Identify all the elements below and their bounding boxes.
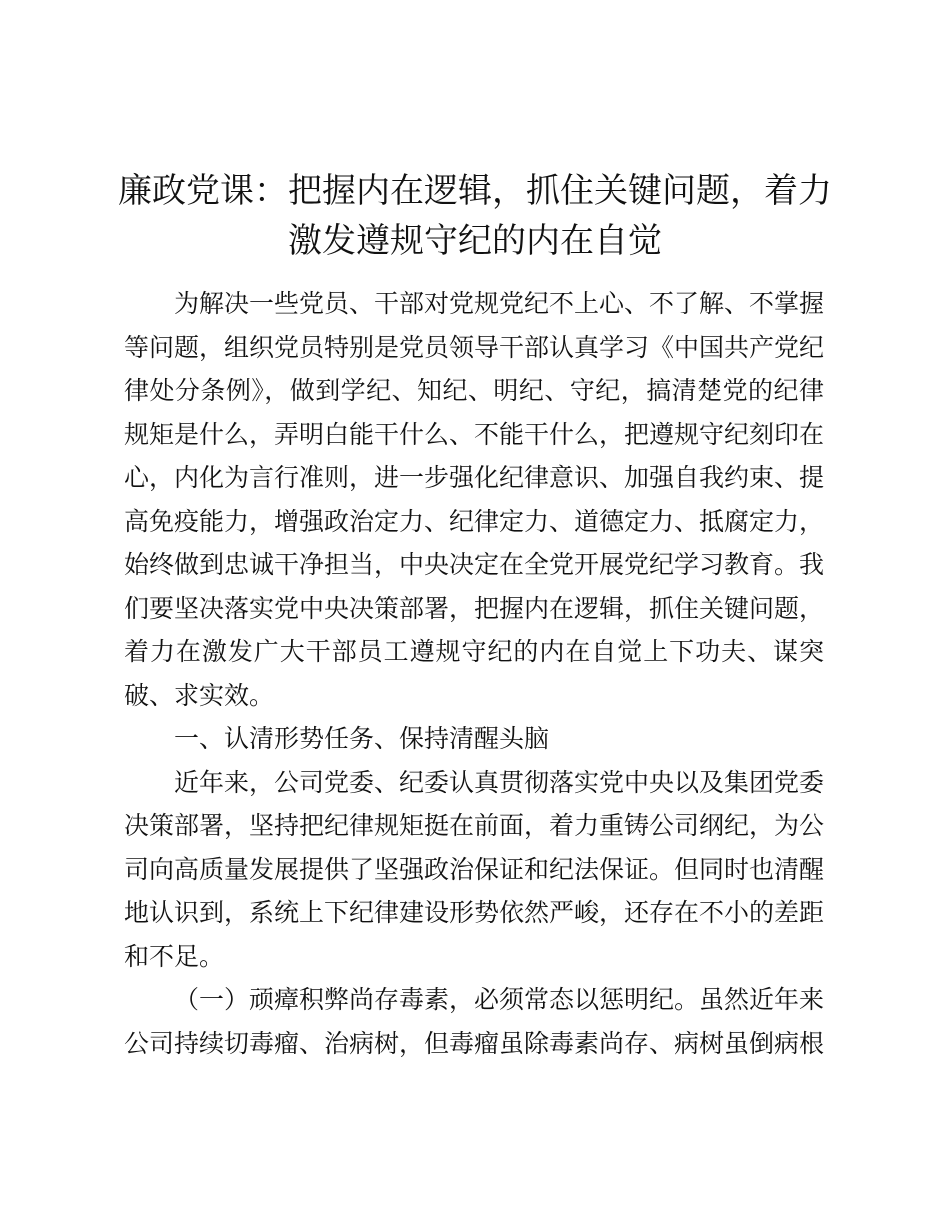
subsection-1-paragraph: （一）顽瘴积弊尚存毒素，必须常态以惩明纪。虽然近年来公司持续切毒瘤、治病树，但毒瘤虽除毒素尚存、病树虽倒病根 — [124, 985, 825, 1058]
section-1-paragraph: 近年来，公司党委、纪委认真贯彻落实党中央以及集团党委决策部署，坚持把纪律规矩挺在前面，着力重铸公司纲纪，为公司向高质量发展提供了坚强政治保证和纪法保证。但同时也清醒地认识到，系统上下纪律建设形势依然严峻，还存在不小的差距和不足。 — [124, 767, 825, 971]
intro-paragraph: 为解决一些党员、干部对党规党纪不上心、不了解、不掌握等问题，组织党员特别是党员领导干部认真学习《中国共产党纪律处分条例》，做到学纪、知纪、明纪、守纪，搞清楚党的纪律规矩是什么，弄明白能干什么、不能干什么，把遵规守纪刻印在心，内化为言行准则，进一步强化纪律意识、加强自我约束、提高免疫能力，增强政治定力、纪律定力、道德定力、抵腐定力，始终做到忠诚干净担当，中央决定在全党开展党纪学习教育。我们要坚决落实党中央决策部署，把握内在逻辑，抓住关键问题，着力在激发广大干部员工遵规守纪的内在自觉上下功夫、谋突破、求实效。 — [124, 289, 825, 710]
section-heading-1: 一、认清形势任务、保持清醒头脑 — [174, 724, 550, 753]
document-title: 廉政党课：把握内在逻辑，抓住关键问题，着力激发遵规守纪的内在自觉 — [118, 171, 832, 261]
document-body — [124, 282, 824, 1065]
